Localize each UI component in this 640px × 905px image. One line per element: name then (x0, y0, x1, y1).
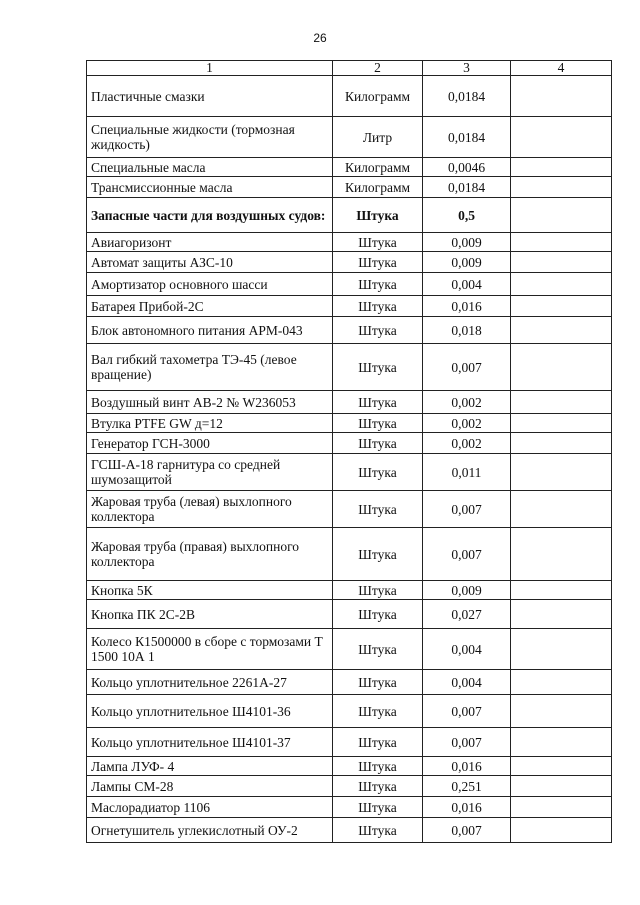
item-name: Специальные масла (87, 158, 333, 177)
item-value: 0,004 (423, 273, 511, 296)
item-extra (511, 117, 612, 158)
item-value: 0,016 (423, 757, 511, 776)
item-value: 0,027 (423, 600, 511, 629)
table-row (87, 581, 612, 600)
item-unit: Штука (333, 695, 423, 728)
column-header-4: 4 (511, 61, 612, 76)
item-extra (511, 391, 612, 414)
table-row (87, 454, 612, 491)
item-unit: Штука (333, 728, 423, 757)
item-extra (511, 198, 612, 233)
item-extra (511, 629, 612, 670)
table-row (87, 757, 612, 776)
item-value: 0,5 (423, 198, 511, 233)
item-extra (511, 296, 612, 317)
item-name: Трансмиссионные масла (87, 177, 333, 198)
item-value: 0,007 (423, 491, 511, 528)
item-unit: Штука (333, 273, 423, 296)
item-extra (511, 177, 612, 198)
item-name: Воздушный винт АВ-2 № W236053 (87, 391, 333, 414)
item-name: Кнопка ПК 2С-2В (87, 600, 333, 629)
item-name: Лампы СМ-28 (87, 776, 333, 797)
table-body (87, 61, 612, 843)
item-extra (511, 581, 612, 600)
item-unit: Штука (333, 581, 423, 600)
item-unit: Штука (333, 391, 423, 414)
item-unit: Литр (333, 117, 423, 158)
item-unit: Штука (333, 454, 423, 491)
item-unit: Штука (333, 629, 423, 670)
item-value: 0,016 (423, 797, 511, 818)
item-unit: Штука (333, 198, 423, 233)
item-name: Запасные части для воздушных судов: (87, 198, 333, 233)
table-row (87, 252, 612, 273)
item-extra (511, 252, 612, 273)
item-name: Маслорадиатор 1106 (87, 797, 333, 818)
item-extra (511, 433, 612, 454)
item-unit: Штука (333, 344, 423, 391)
item-value: 0,009 (423, 252, 511, 273)
item-extra (511, 670, 612, 695)
table-row (87, 818, 612, 843)
item-name: Жаровая труба (правая) выхлопного коллектора (87, 528, 333, 581)
table-row (87, 695, 612, 728)
item-value: 0,009 (423, 233, 511, 252)
item-name: Генератор ГСН-3000 (87, 433, 333, 454)
item-value: 0,011 (423, 454, 511, 491)
table-row (87, 198, 612, 233)
item-name: Лампа ЛУФ- 4 (87, 757, 333, 776)
table-row (87, 414, 612, 433)
item-name: Специальные жидкости (тормозная жидкость) (87, 117, 333, 158)
table-row (87, 344, 612, 391)
item-extra (511, 273, 612, 296)
column-header-3: 3 (423, 61, 511, 76)
item-name: Огнетушитель углекислотный ОУ-2 (87, 818, 333, 843)
table-row (87, 491, 612, 528)
item-extra (511, 76, 612, 117)
item-extra (511, 757, 612, 776)
item-unit: Килограмм (333, 76, 423, 117)
item-name: Кольцо уплотнительное Ш4101-36 (87, 695, 333, 728)
table-row (87, 797, 612, 818)
item-name: Автомат защиты АЗС-10 (87, 252, 333, 273)
item-value: 0,009 (423, 581, 511, 600)
item-value: 0,007 (423, 728, 511, 757)
item-extra (511, 158, 612, 177)
item-unit: Штука (333, 233, 423, 252)
item-name: Жаровая труба (левая) выхлопного коллектора (87, 491, 333, 528)
table-row (87, 177, 612, 198)
item-unit: Килограмм (333, 158, 423, 177)
item-unit: Штука (333, 296, 423, 317)
item-value: 0,0046 (423, 158, 511, 177)
item-value: 0,004 (423, 670, 511, 695)
item-name: Авиагоризонт (87, 233, 333, 252)
item-value: 0,007 (423, 528, 511, 581)
column-header-2: 2 (333, 61, 423, 76)
item-value: 0,0184 (423, 76, 511, 117)
item-extra (511, 454, 612, 491)
item-unit: Штука (333, 317, 423, 344)
table-header-row (87, 61, 612, 76)
table-row (87, 528, 612, 581)
item-value: 0,004 (423, 629, 511, 670)
item-extra (511, 695, 612, 728)
item-value: 0,002 (423, 433, 511, 454)
item-unit: Штука (333, 776, 423, 797)
table-row (87, 391, 612, 414)
item-value: 0,007 (423, 344, 511, 391)
item-name: ГСШ-А-18 гарнитура со средней шумозащитой (87, 454, 333, 491)
item-name: Втулка PTFE GW д=12 (87, 414, 333, 433)
table-row (87, 776, 612, 797)
item-unit: Штука (333, 600, 423, 629)
item-value: 0,016 (423, 296, 511, 317)
item-extra (511, 728, 612, 757)
item-unit: Штука (333, 528, 423, 581)
item-unit: Штука (333, 252, 423, 273)
table-row (87, 600, 612, 629)
item-value: 0,251 (423, 776, 511, 797)
item-name: Вал гибкий тахометра ТЭ-45 (левое вращение) (87, 344, 333, 391)
item-extra (511, 797, 612, 818)
item-unit: Штука (333, 491, 423, 528)
item-unit: Штука (333, 757, 423, 776)
item-extra (511, 776, 612, 797)
item-unit: Килограмм (333, 177, 423, 198)
table-row (87, 629, 612, 670)
item-extra (511, 818, 612, 843)
item-value: 0,002 (423, 414, 511, 433)
item-unit: Штука (333, 414, 423, 433)
item-name: Амортизатор основного шасси (87, 273, 333, 296)
item-extra (511, 233, 612, 252)
item-name: Кольцо уплотнительное 2261А-27 (87, 670, 333, 695)
item-unit: Штука (333, 797, 423, 818)
item-extra (511, 491, 612, 528)
table-row (87, 76, 612, 117)
column-header-1: 1 (87, 61, 333, 76)
item-name: Блок автономного питания АРМ-043 (87, 317, 333, 344)
table-row (87, 296, 612, 317)
item-unit: Штука (333, 670, 423, 695)
item-name: Пластичные смазки (87, 76, 333, 117)
table-row (87, 433, 612, 454)
item-value: 0,0184 (423, 177, 511, 198)
item-name: Колесо К1500000 в сборе с тормозами Т 1500 10А 1 (87, 629, 333, 670)
item-name: Батарея Прибой-2С (87, 296, 333, 317)
item-name: Кнопка 5К (87, 581, 333, 600)
table-row (87, 670, 612, 695)
item-extra (511, 600, 612, 629)
item-value: 0,007 (423, 818, 511, 843)
item-value: 0,002 (423, 391, 511, 414)
item-extra (511, 317, 612, 344)
item-value: 0,018 (423, 317, 511, 344)
table-row (87, 233, 612, 252)
item-unit: Штука (333, 433, 423, 454)
table-row (87, 158, 612, 177)
item-extra (511, 528, 612, 581)
table-row (87, 117, 612, 158)
item-value: 0,0184 (423, 117, 511, 158)
table-row (87, 317, 612, 344)
item-value: 0,007 (423, 695, 511, 728)
table-row (87, 273, 612, 296)
table-row (87, 728, 612, 757)
item-name: Кольцо уплотнительное Ш4101-37 (87, 728, 333, 757)
material-table (86, 60, 612, 843)
item-unit: Штука (333, 818, 423, 843)
page-number: 26 (313, 31, 327, 45)
item-extra (511, 414, 612, 433)
item-extra (511, 344, 612, 391)
